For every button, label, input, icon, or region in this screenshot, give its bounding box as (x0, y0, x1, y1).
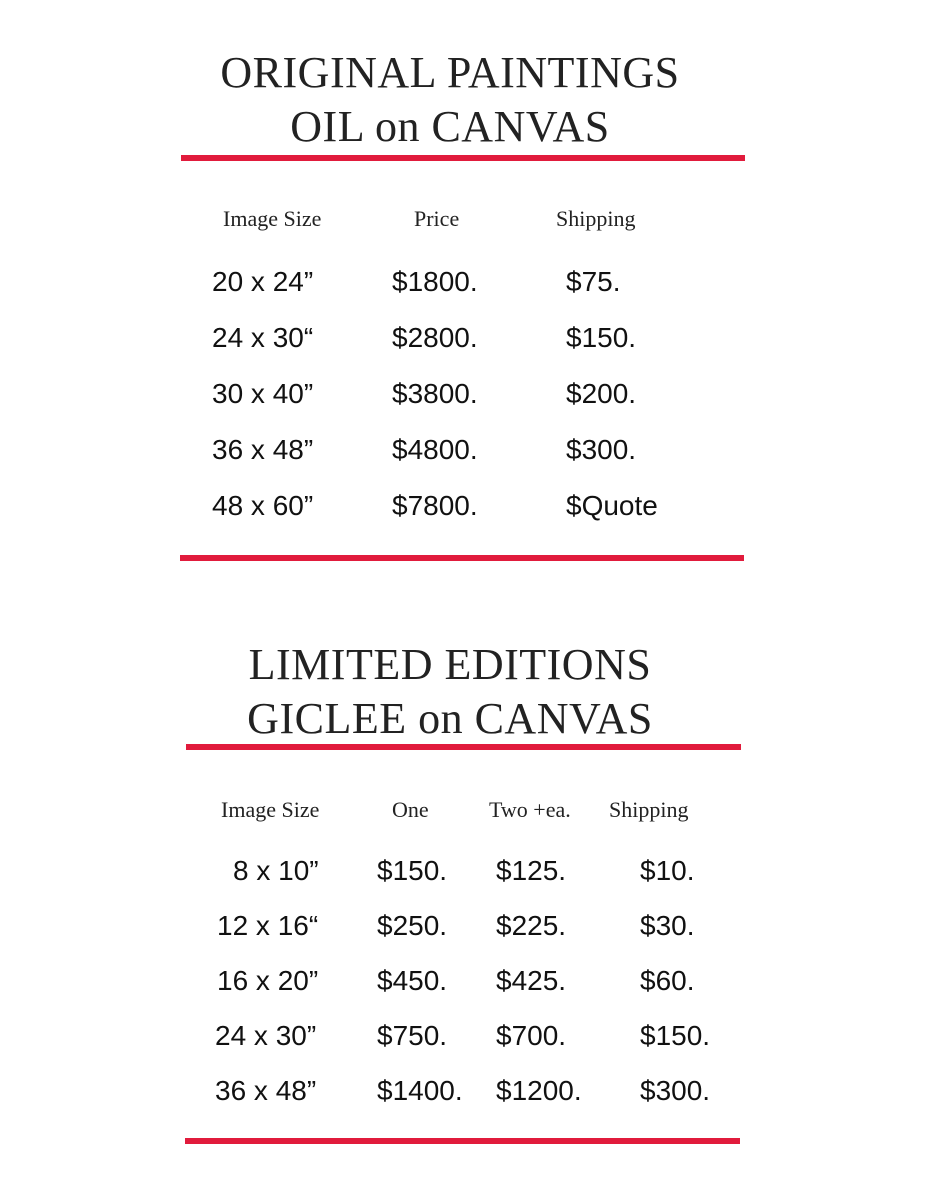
limited-size-cell: 24 x 30” (215, 1020, 317, 1051)
original-size-cell: 48 x 60” (212, 490, 314, 521)
original-shipping-cell: $75. (566, 266, 621, 297)
original-size-cell: 30 x 40” (212, 378, 314, 409)
original-price-cell: $1800. (392, 266, 478, 297)
original-price-cell: $4800. (392, 434, 478, 465)
limited-title-line1: LIMITED EDITIONS (248, 640, 652, 689)
limited-two-each-cell: $125. (496, 855, 567, 886)
limited-header-two-each: Two +ea. (489, 797, 571, 822)
limited-title-line2: GICLEE on CANVAS (247, 694, 653, 743)
original-top-rule (181, 155, 745, 161)
original-title-line2: OIL on CANVAS (290, 102, 610, 151)
limited-top-rule (186, 744, 741, 750)
limited-shipping-cell: $150. (640, 1020, 711, 1051)
limited-one-cell: $250. (377, 910, 448, 941)
original-price-cell: $3800. (392, 378, 478, 409)
original-price-cell: $2800. (392, 322, 478, 353)
original-size-cell: 24 x 30“ (212, 322, 314, 353)
limited-two-each-cell: $225. (496, 910, 567, 941)
limited-shipping-cell: $300. (640, 1075, 711, 1106)
limited-header-image-size: Image Size (221, 797, 320, 822)
limited-shipping-cell: $10. (640, 855, 695, 886)
limited-size-cell: 36 x 48” (215, 1075, 317, 1106)
original-header-shipping: Shipping (556, 206, 636, 231)
limited-size-cell: 12 x 16“ (217, 910, 319, 941)
limited-one-cell: $150. (377, 855, 448, 886)
limited-two-each-cell: $1200. (496, 1075, 582, 1106)
original-bottom-rule (180, 555, 744, 561)
original-shipping-cell: $Quote (566, 490, 658, 521)
limited-size-cell: 8 x 10” (233, 855, 319, 886)
limited-one-cell: $1400. (377, 1075, 463, 1106)
original-price-cell: $7800. (392, 490, 478, 521)
limited-two-each-cell: $425. (496, 965, 567, 996)
limited-shipping-cell: $60. (640, 965, 695, 996)
original-header-price: Price (414, 206, 460, 231)
original-title-line1: ORIGINAL PAINTINGS (220, 48, 680, 97)
limited-shipping-cell: $30. (640, 910, 695, 941)
original-header-image-size: Image Size (223, 206, 322, 231)
limited-size-cell: 16 x 20” (217, 965, 319, 996)
limited-header-one: One (392, 797, 429, 822)
limited-two-each-cell: $700. (496, 1020, 567, 1051)
original-shipping-cell: $150. (566, 322, 637, 353)
limited-header-shipping: Shipping (609, 797, 689, 822)
original-size-cell: 36 x 48” (212, 434, 314, 465)
original-shipping-cell: $300. (566, 434, 637, 465)
limited-one-cell: $750. (377, 1020, 448, 1051)
original-size-cell: 20 x 24” (212, 266, 314, 297)
limited-one-cell: $450. (377, 965, 448, 996)
limited-bottom-rule (185, 1138, 740, 1144)
original-shipping-cell: $200. (566, 378, 637, 409)
